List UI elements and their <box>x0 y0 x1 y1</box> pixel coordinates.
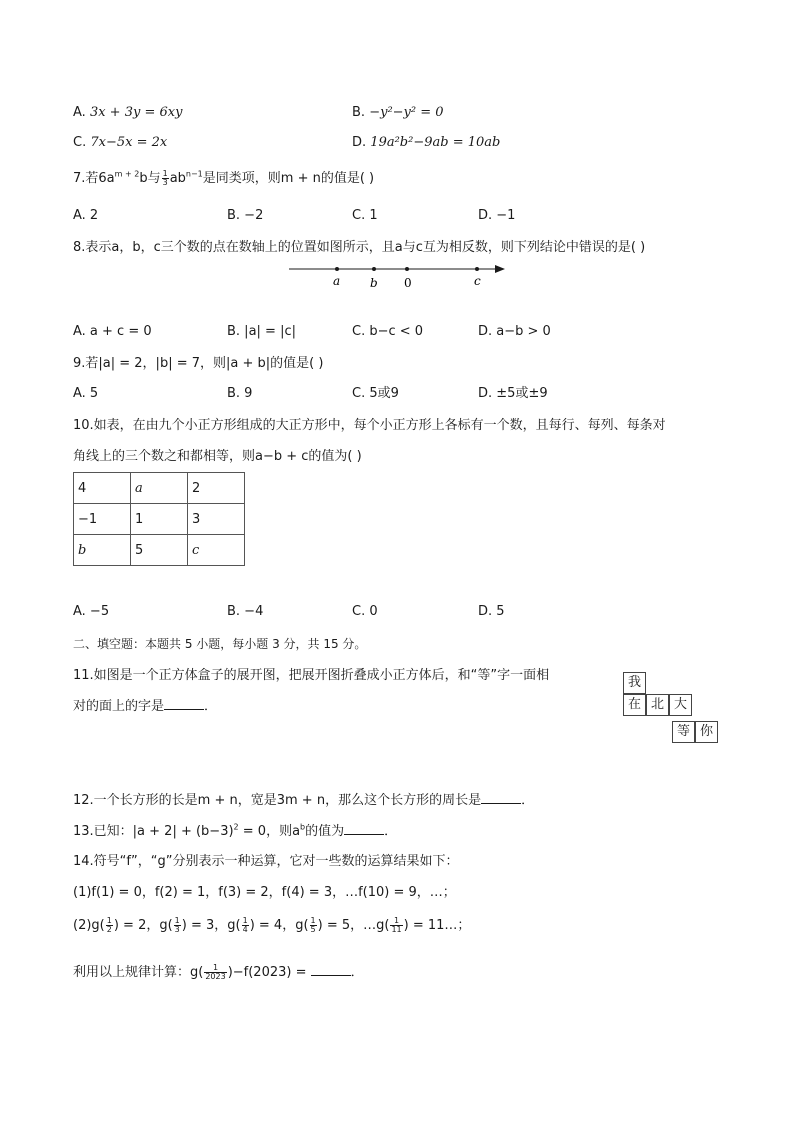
q7-option-c: C. 1 <box>352 208 378 223</box>
point-b <box>372 267 376 271</box>
table-cell: 5 <box>131 535 188 566</box>
point-c <box>475 267 479 271</box>
magic-square-table <box>73 472 245 566</box>
q13-stem: 13.已知：$|a + 2| + (b-3)^2 = 0$，则$a^b$的值为 ． <box>73 822 398 839</box>
q10-option-d: D. 5 <box>478 604 505 619</box>
table-cell: b <box>74 535 131 566</box>
answer-blank[interactable] <box>481 791 521 804</box>
q9-option-c: C. 5或9 <box>352 386 399 401</box>
answer-blank[interactable] <box>311 963 351 976</box>
q14-f-results: (1)f(1) = 0，f(2) = 1，f(3) = 2，f(4) = 3，…f(10) = 9，…； <box>73 885 456 900</box>
q8-option-b: B. |a| = |c| <box>227 324 296 339</box>
answer-blank[interactable] <box>344 822 384 835</box>
net-face-da: 大 <box>669 694 692 716</box>
q7-option-b: B. −2 <box>227 208 264 223</box>
table-cell: −1 <box>74 504 131 535</box>
table-row <box>74 473 245 504</box>
q11-stem-line1: 11.如图是一个正方体盒子的展开图，把展开图折叠成小正方体后，和“等”字一面相 <box>73 668 550 683</box>
table-cell: 1 <box>131 504 188 535</box>
net-face-ni: 你 <box>695 721 718 743</box>
section-heading: 二、填空题：本题共 5 小题，每小题 3 分，共 15 分。 <box>73 637 367 651</box>
table-cell: 3 <box>188 504 245 535</box>
table-cell: a <box>131 473 188 504</box>
q10-option-c: C. 0 <box>352 604 378 619</box>
number-line-arrow-icon <box>495 265 505 273</box>
q6-option-c: C. 7x−5x = 2x <box>73 135 168 150</box>
q9-option-b: B. 9 <box>227 386 253 401</box>
q7-stem: 7.若$6a^{m + 2}b$与 $\frac{1}{3}$ $ab^{n-1}$是同类项，则m + n的值是( ) <box>73 169 375 187</box>
q10-option-a: A. −5 <box>73 604 110 619</box>
label-a: a <box>333 274 341 288</box>
q8-option-c: C. b−c < 0 <box>352 324 424 339</box>
q7-fraction: $\frac{1}{3}$ <box>162 169 168 187</box>
net-face-zai: 在 <box>623 694 646 716</box>
answer-blank[interactable] <box>164 697 204 710</box>
q10-stem-line1: 10.如表，在由九个小正方形组成的大正方形中，每个小正方形上各标有一个数，且每行、每列、每条对 <box>73 418 666 433</box>
q8-option-a: A. a + c = 0 <box>73 324 152 339</box>
q7-option-d: D. −1 <box>478 208 516 223</box>
q6-option-b: B. −y²−y² = 0 <box>352 105 444 120</box>
net-face-deng: 等 <box>672 721 695 743</box>
table-row <box>74 504 245 535</box>
point-a <box>335 267 339 271</box>
q10-option-b: B. −4 <box>227 604 264 619</box>
label-zero: 0 <box>404 276 412 290</box>
q14-stem: 14.符号“f”，“g”分别表示一种运算，它对一些数的运算结果如下： <box>73 854 459 869</box>
q9-stem: 9.若|a| = 2，|b| = 7，则|a + b|的值是( ) <box>73 356 324 371</box>
q8-option-d: D. a−b > 0 <box>478 324 551 339</box>
q6-option-d: D. 19a²b²−9ab = 10ab <box>352 135 501 150</box>
q11-stem-line2: 对的面上的字是 ． <box>73 699 218 714</box>
q10-stem-line2: 角线上的三个数之和都相等，则a−b + c的值为( ) <box>73 449 362 464</box>
net-face-bei: 北 <box>646 694 669 716</box>
point-zero <box>405 267 409 271</box>
label-b: b <box>370 276 378 290</box>
q6-option-a: A. 3x + 3y = 6xy <box>73 105 183 120</box>
table-row <box>74 535 245 566</box>
number-line-figure <box>285 260 510 292</box>
q14-g-results: (2)g( $\frac{1}{2}$ ) = 2，g( $\frac{1}{3}$ ) = 3，g( $\frac{1}{4}$ ) = 4，g( $\frac{1}{5}$ ) = 5，…g( $\frac{1}{11}$ ) = 11…； <box>73 916 471 934</box>
q12-stem: 12.一个长方形的长是m + n，宽是3m + n，那么这个长方形的周长是 ． <box>73 793 535 808</box>
table-cell: c <box>188 535 245 566</box>
q9-option-a: A. 5 <box>73 386 99 401</box>
table-cell: 4 <box>74 473 131 504</box>
q9-option-d: D. ±5或±9 <box>478 386 548 401</box>
q8-stem: 8.表示a，b，c三个数的点在数轴上的位置如图所示，且a与c互为相反数，则下列结论中错误的是( ) <box>73 240 646 255</box>
net-face-wo: 我 <box>623 672 646 694</box>
table-cell: 2 <box>188 473 245 504</box>
q7-option-a: A. 2 <box>73 208 99 223</box>
q14-question: 利用以上规律计算：g( $\frac{1}{2023}$ )−f(2023) = ． <box>73 963 364 981</box>
label-c: c <box>474 274 481 288</box>
